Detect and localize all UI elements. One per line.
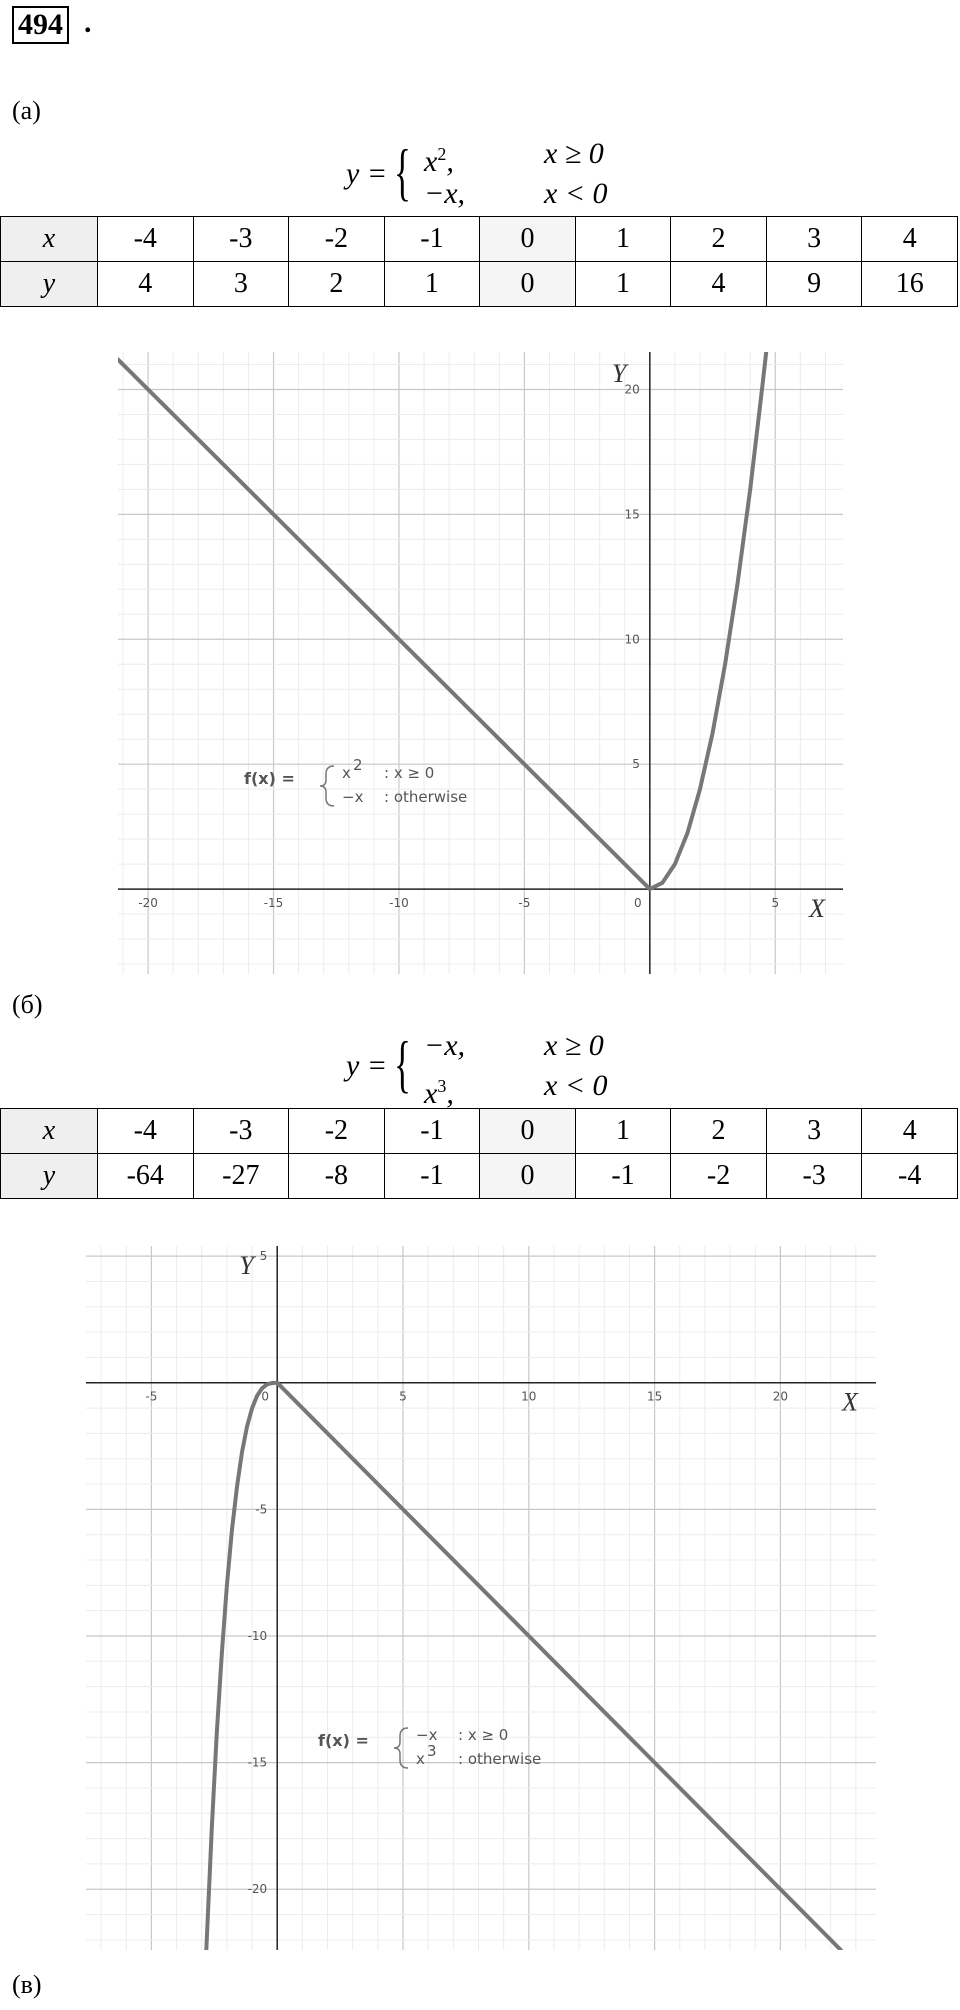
x-tick-label: -20 <box>138 896 158 911</box>
table-cell: 4 <box>671 262 767 307</box>
table-cell: 0 <box>480 1154 576 1199</box>
table-cell: 2 <box>289 262 385 307</box>
table-cell: -4 <box>862 1154 958 1199</box>
legend-row-2-expr: −x <box>342 788 364 806</box>
row-header-y: y <box>1 262 98 307</box>
case-condition: x < 0 <box>544 177 608 210</box>
formula-brace: { <box>394 1028 411 1099</box>
x-tick-label: -5 <box>145 1389 158 1404</box>
graph-b-canvas <box>86 1246 876 1950</box>
table-cell: -3 <box>193 1109 289 1154</box>
legend-row-2-cond: : otherwise <box>458 1750 542 1768</box>
part-label-a: (а) <box>12 96 41 125</box>
x-tick-label: 10 <box>521 1389 537 1404</box>
formula-brace: { <box>394 136 411 207</box>
legend-brace <box>394 1728 408 1768</box>
x-tick-label: 0 <box>634 896 642 911</box>
table-cell: -4 <box>98 1109 194 1154</box>
table-row-y <box>1 1154 958 1199</box>
table-cell: -3 <box>193 217 289 262</box>
legend-row-1-exp: 2 <box>353 756 363 774</box>
legend-brace <box>320 766 334 806</box>
table-cell: 1 <box>575 217 671 262</box>
table-row-y <box>1 262 958 307</box>
table-cell: -2 <box>289 217 385 262</box>
formula-lhs: y = <box>346 157 388 190</box>
y-tick-label: 5 <box>632 757 640 772</box>
legend-row-2-exp: 3 <box>427 1742 437 1760</box>
series-line-2 <box>650 352 766 889</box>
formula-case-1 <box>424 1026 604 1066</box>
legend-lhs: f(x) = <box>318 1731 369 1750</box>
y-tick-label: 15 <box>624 507 640 522</box>
y-tick-label: 5 <box>259 1249 268 1264</box>
table-cell: 1 <box>384 262 480 307</box>
y-tick-label: -10 <box>247 1628 268 1643</box>
formula-b <box>346 1026 646 1110</box>
table-cell: 3 <box>766 1109 862 1154</box>
case-expr: x <box>424 1077 438 1110</box>
table-cell: -3 <box>766 1154 862 1199</box>
legend-row-1-cond: : x ≥ 0 <box>384 764 435 782</box>
table-cell: -1 <box>384 1109 480 1154</box>
problem-number-dot: . <box>84 6 92 39</box>
x-axis-label: X <box>842 1387 858 1417</box>
case-expr: x <box>424 145 438 178</box>
formula-case-2 <box>424 1066 608 1114</box>
y-axis-label: Y <box>611 359 627 388</box>
case-tail: , <box>446 1077 454 1110</box>
grid <box>86 1246 876 1950</box>
table-cell: -2 <box>671 1154 767 1199</box>
table-cell: 0 <box>480 1109 576 1154</box>
table-cell: 1 <box>575 262 671 307</box>
case-expr: −x, <box>424 177 466 210</box>
case-expr: −x, <box>424 1029 466 1062</box>
table-cell: -27 <box>193 1154 289 1199</box>
table-cell: 4 <box>862 1109 958 1154</box>
x-tick-label: 15 <box>646 1389 663 1404</box>
formula-lhs: y = <box>346 1049 388 1082</box>
legend-row-1-expr: −x <box>416 1726 438 1744</box>
y-tick-label: 20 <box>624 382 640 397</box>
row-header-y: y <box>1 1154 98 1199</box>
table-row-x <box>1 217 958 262</box>
graph-a <box>118 352 843 974</box>
case-exponent: 3 <box>437 1076 447 1096</box>
x-tick-label: -10 <box>389 896 409 911</box>
table-cell: 3 <box>193 262 289 307</box>
x-tick-label: 0 <box>261 1389 270 1404</box>
table-cell: 16 <box>862 262 958 307</box>
table-cell: -1 <box>575 1154 671 1199</box>
case-condition: x ≥ 0 <box>544 137 604 170</box>
x-axis-label: X <box>809 894 825 924</box>
table-cell: -2 <box>289 1109 385 1154</box>
x-tick-label: 5 <box>399 1389 407 1404</box>
graph-b <box>86 1246 876 1950</box>
series-line-2 <box>277 1383 841 1950</box>
values-table-a <box>0 216 958 307</box>
table-cell: 9 <box>766 262 862 307</box>
table-cell: -64 <box>98 1154 194 1199</box>
x-tick-label: -15 <box>263 896 284 911</box>
x-tick-label: -5 <box>518 896 531 911</box>
legend-row-2-cond: : otherwise <box>384 788 468 806</box>
table-cell: 0 <box>480 262 576 307</box>
grid <box>118 352 843 974</box>
case-exponent: 2 <box>437 144 447 164</box>
table-cell: 4 <box>862 217 958 262</box>
table-cell: -8 <box>289 1154 385 1199</box>
formula-a <box>346 134 646 214</box>
series-line-1 <box>206 1383 277 1950</box>
function-legend <box>244 756 467 806</box>
legend-row-1-expr: x <box>342 764 351 782</box>
table-cell: 0 <box>480 217 576 262</box>
x-tick-label: 5 <box>771 896 780 911</box>
graph-a-canvas <box>118 352 843 974</box>
table-cell: -1 <box>384 217 480 262</box>
legend-row-2-expr: x <box>416 1750 425 1768</box>
problem-number: 494 <box>12 6 69 44</box>
table-cell: -1 <box>384 1154 480 1199</box>
legend-row-1-cond: : x ≥ 0 <box>458 1726 509 1744</box>
table-cell: 2 <box>671 1109 767 1154</box>
part-label-b: (б) <box>12 990 43 1019</box>
y-tick-label: 10 <box>624 632 640 647</box>
case-tail: , <box>446 145 454 178</box>
table-cell: 3 <box>766 217 862 262</box>
legend-lhs: f(x) = <box>244 769 295 788</box>
table-cell: 2 <box>671 217 767 262</box>
formula-case-2 <box>424 174 608 214</box>
function-legend <box>318 1726 541 1768</box>
part-label-c: (в) <box>12 1970 42 1999</box>
values-table-b <box>0 1108 958 1199</box>
table-cell: 4 <box>98 262 194 307</box>
y-axis-label: Y <box>239 1251 254 1280</box>
table-row-x <box>1 1109 958 1154</box>
case-condition: x < 0 <box>544 1069 608 1102</box>
table-cell: 1 <box>575 1109 671 1154</box>
x-tick-label: 20 <box>772 1389 789 1404</box>
y-tick-label: -5 <box>255 1502 268 1517</box>
row-header-x: x <box>1 217 98 262</box>
y-tick-label: -15 <box>247 1755 268 1770</box>
table-cell: -4 <box>98 217 194 262</box>
case-condition: x ≥ 0 <box>544 1029 604 1062</box>
y-tick-label: -20 <box>247 1882 268 1897</box>
row-header-x: x <box>1 1109 98 1154</box>
